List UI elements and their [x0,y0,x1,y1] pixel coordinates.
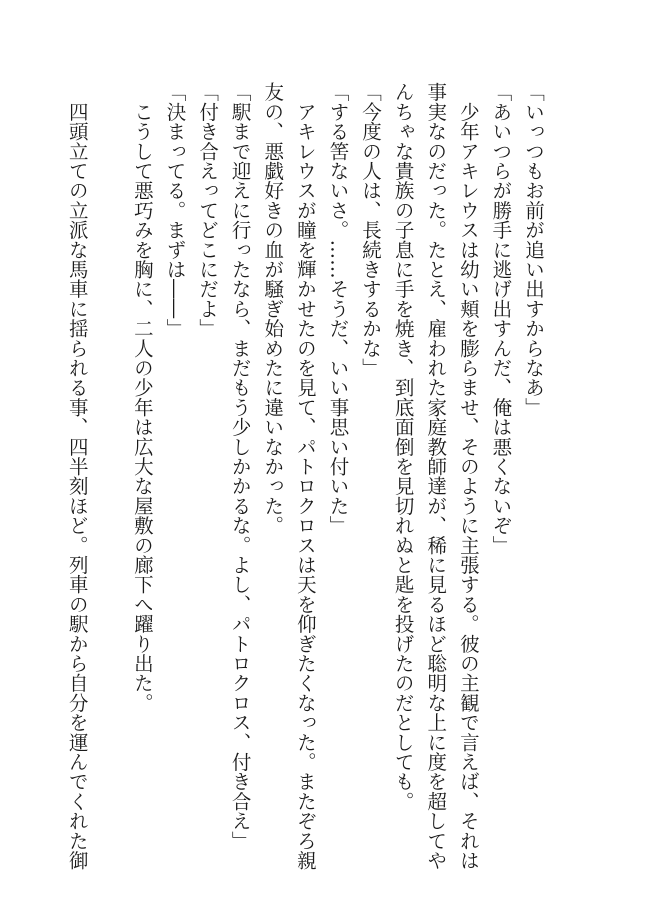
text-line: 「今度の人は、長続きするかな」 [359,82,383,378]
text-line: 「あいつらが勝手に逃げ出すんだ、俺は悪くないぞ」 [489,82,513,555]
text-line: 少年アキレウスは幼い頬を膨らませ、そのように主張する。彼の主観で言えば、それは [456,82,480,870]
text-line: 四頭立ての立派な馬車に揺られる事、四半刻ほど。列車の駅から自分を運んでくれた御 [65,82,89,871]
text-line: アキレウスが瞳を輝かせたのを見て、パトロクロスは天を仰ぎたくなった。またぞろ親 [293,82,317,870]
text-line: 「駅まで迎えに行ったなら、まだもう少しかかるな。よし、パトロクロス、付き合え」 [228,82,252,851]
text-line: 「いっつもお前が追い出すからなあ」 [522,82,545,417]
scene-break [93,82,126,822]
text-line: 事実なのだった。たとえ、雇われた家庭教師達が、稀に見るほど聡明な上に度を超してや [424,82,448,870]
text-line: 友の、悪戯好きの血が騒ぎ始めたに違いなかった。 [261,82,285,536]
text-line: んちゃな貴族の子息に手を焼き、到底面倒を見切れぬと匙を投げたのだとしても。 [391,82,415,811]
text-line: 「決まってる。まずは――」 [163,82,187,339]
vertical-text-body [60,82,549,871]
text-line: 「する筈ないさ。……そうだ、いい事思い付いた」 [326,82,350,536]
text-line: 「付き合えってどこにだよ」 [196,82,220,339]
text-line: こうして悪巧みを胸に、二人の少年は広大な屋敷の廊下へ躍り出た。 [130,82,154,713]
